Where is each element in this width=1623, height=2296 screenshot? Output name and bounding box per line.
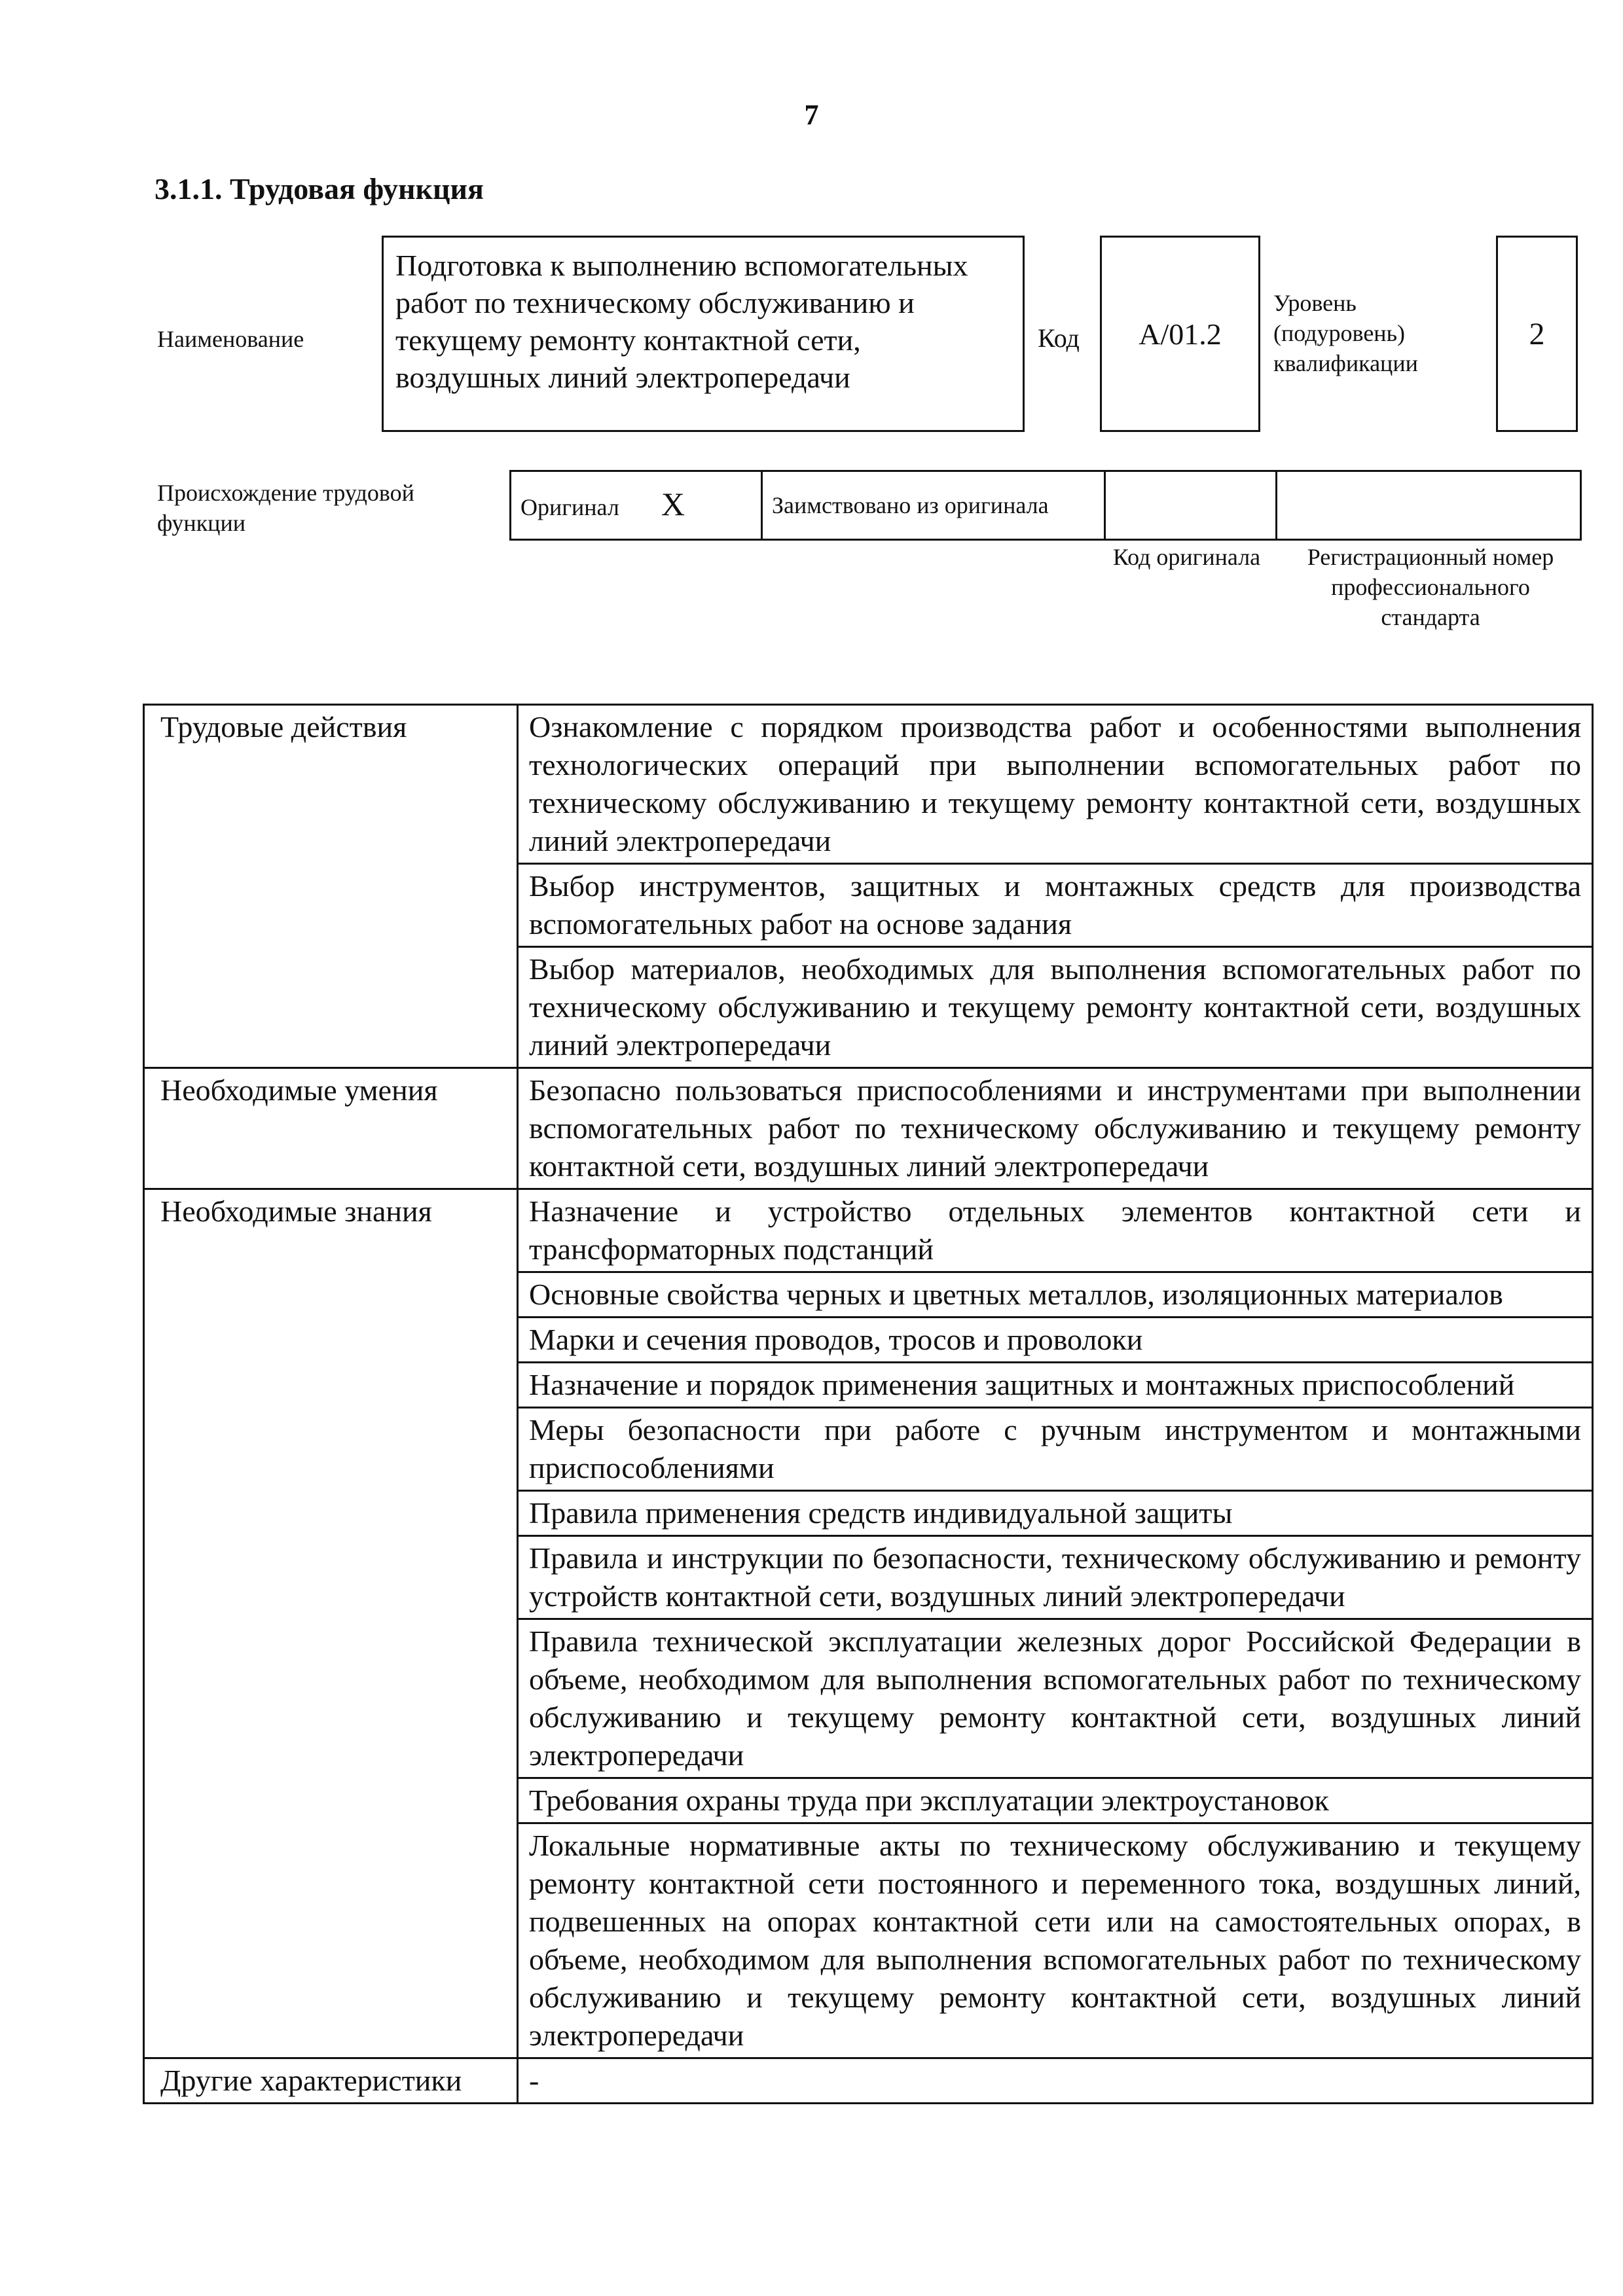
origin-original-mark: X (661, 485, 685, 522)
origin-label: Происхождение трудовой функции (157, 480, 414, 536)
origin-borrowed-cell: Заимствовано из оригинала (762, 471, 1105, 540)
level-box: 2 (1496, 236, 1578, 432)
origin-original-label: Оригинал (520, 493, 619, 520)
original-code-caption: Код оригинала (1112, 544, 1261, 570)
table-row (144, 1068, 1593, 1189)
page-number: 7 (804, 99, 819, 131)
section-item: Безопасно пользоваться приспособлениями и инструментами при выполнении вспомогательных работ по техническому обслуживанию и текущему ремонту контактной сети, воздушных линий электропередачи (518, 1068, 1593, 1189)
table-row (144, 2058, 1593, 2104)
origin-code-cell (1105, 471, 1277, 540)
section-item: Основные свойства черных и цветных металлов, изоляционных материалов (518, 1272, 1593, 1318)
section-item: Требования охраны труда при эксплуатации электроустановок (518, 1778, 1593, 1823)
section-title-labor-actions: Трудовые действия (144, 705, 518, 1068)
section-item: Марки и сечения проводов, тросов и проволоки (518, 1318, 1593, 1363)
section-item: Меры безопасности при работе с ручным инструментом и монтажными приспособлениями (518, 1408, 1593, 1491)
section-item: Правила применения средств индивидуальной защиты (518, 1491, 1593, 1536)
section-item: Выбор инструментов, защитных и монтажных средств для производства вспомогательных работ на основе задания (518, 864, 1593, 947)
level-label: Уровень (подуровень) квалификации (1273, 290, 1418, 376)
table-row (144, 705, 1593, 864)
section-item: Правила и инструкции по безопасности, техническому обслуживанию и ремонту устройств контактной сети, воздушных линий электропередачи (518, 1536, 1593, 1619)
section-item: Ознакомление с порядком производства работ и особенностями выполнения технологических операций при выполнении вспомогательных работ по техническому обслуживанию и текущему ремонту контактной сети, воздушных линий электропередачи (518, 705, 1593, 864)
section-title-other-characteristics: Другие характеристики (144, 2058, 518, 2104)
section-item: Назначение и устройство отдельных элементов контактной сети и трансформаторных подстанций (518, 1189, 1593, 1272)
function-details-table (143, 704, 1594, 2104)
section-item: - (518, 2058, 1593, 2104)
function-name-box: Подготовка к выполнению вспомогательных работ по техническому обслуживанию и текущему ремонту контактной сети, воздушных линий электропередачи (382, 236, 1025, 432)
name-label: Наименование (157, 326, 304, 352)
section-title-required-skills: Необходимые умения (144, 1068, 518, 1189)
section-item: Локальные нормативные акты по техническому обслуживанию и текущему ремонту контактной сети постоянного и переменного тока, воздушных линий, подвешенных на опорах контактной сети или на самостоятельных опорах, в объеме, необходимом для выполнения вспомогательных работ по техническому обслуживанию и текущему ремонту контактной сети, воздушных линий электропередачи (518, 1823, 1593, 2058)
section-title-required-knowledge: Необходимые знания (144, 1189, 518, 2058)
section-item: Назначение и порядок применения защитных и монтажных приспособлений (518, 1363, 1593, 1408)
code-box: A/01.2 (1100, 236, 1260, 432)
section-item: Выбор материалов, необходимых для выполнения вспомогательных работ по техническому обслуживанию и текущему ремонту контактной сети, воздушных линий электропередачи (518, 947, 1593, 1068)
function-details-body (144, 705, 1593, 2104)
code-label: Код (1038, 323, 1080, 353)
origin-reg-cell (1277, 471, 1581, 540)
origin-table (509, 470, 1582, 541)
section-title: 3.1.1. Трудовая функция (155, 172, 484, 206)
origin-original-cell (511, 471, 762, 540)
section-item: Правила технической эксплуатации железных дорог Российской Федерации в объеме, необходимом для выполнения вспомогательных работ по техническому обслуживанию и текущему ремонту контактной сети, воздушных линий электропередачи (518, 1619, 1593, 1778)
table-row (144, 1189, 1593, 1272)
reg-number-caption: Регистрационный номер профессионального стандарта (1307, 544, 1554, 630)
